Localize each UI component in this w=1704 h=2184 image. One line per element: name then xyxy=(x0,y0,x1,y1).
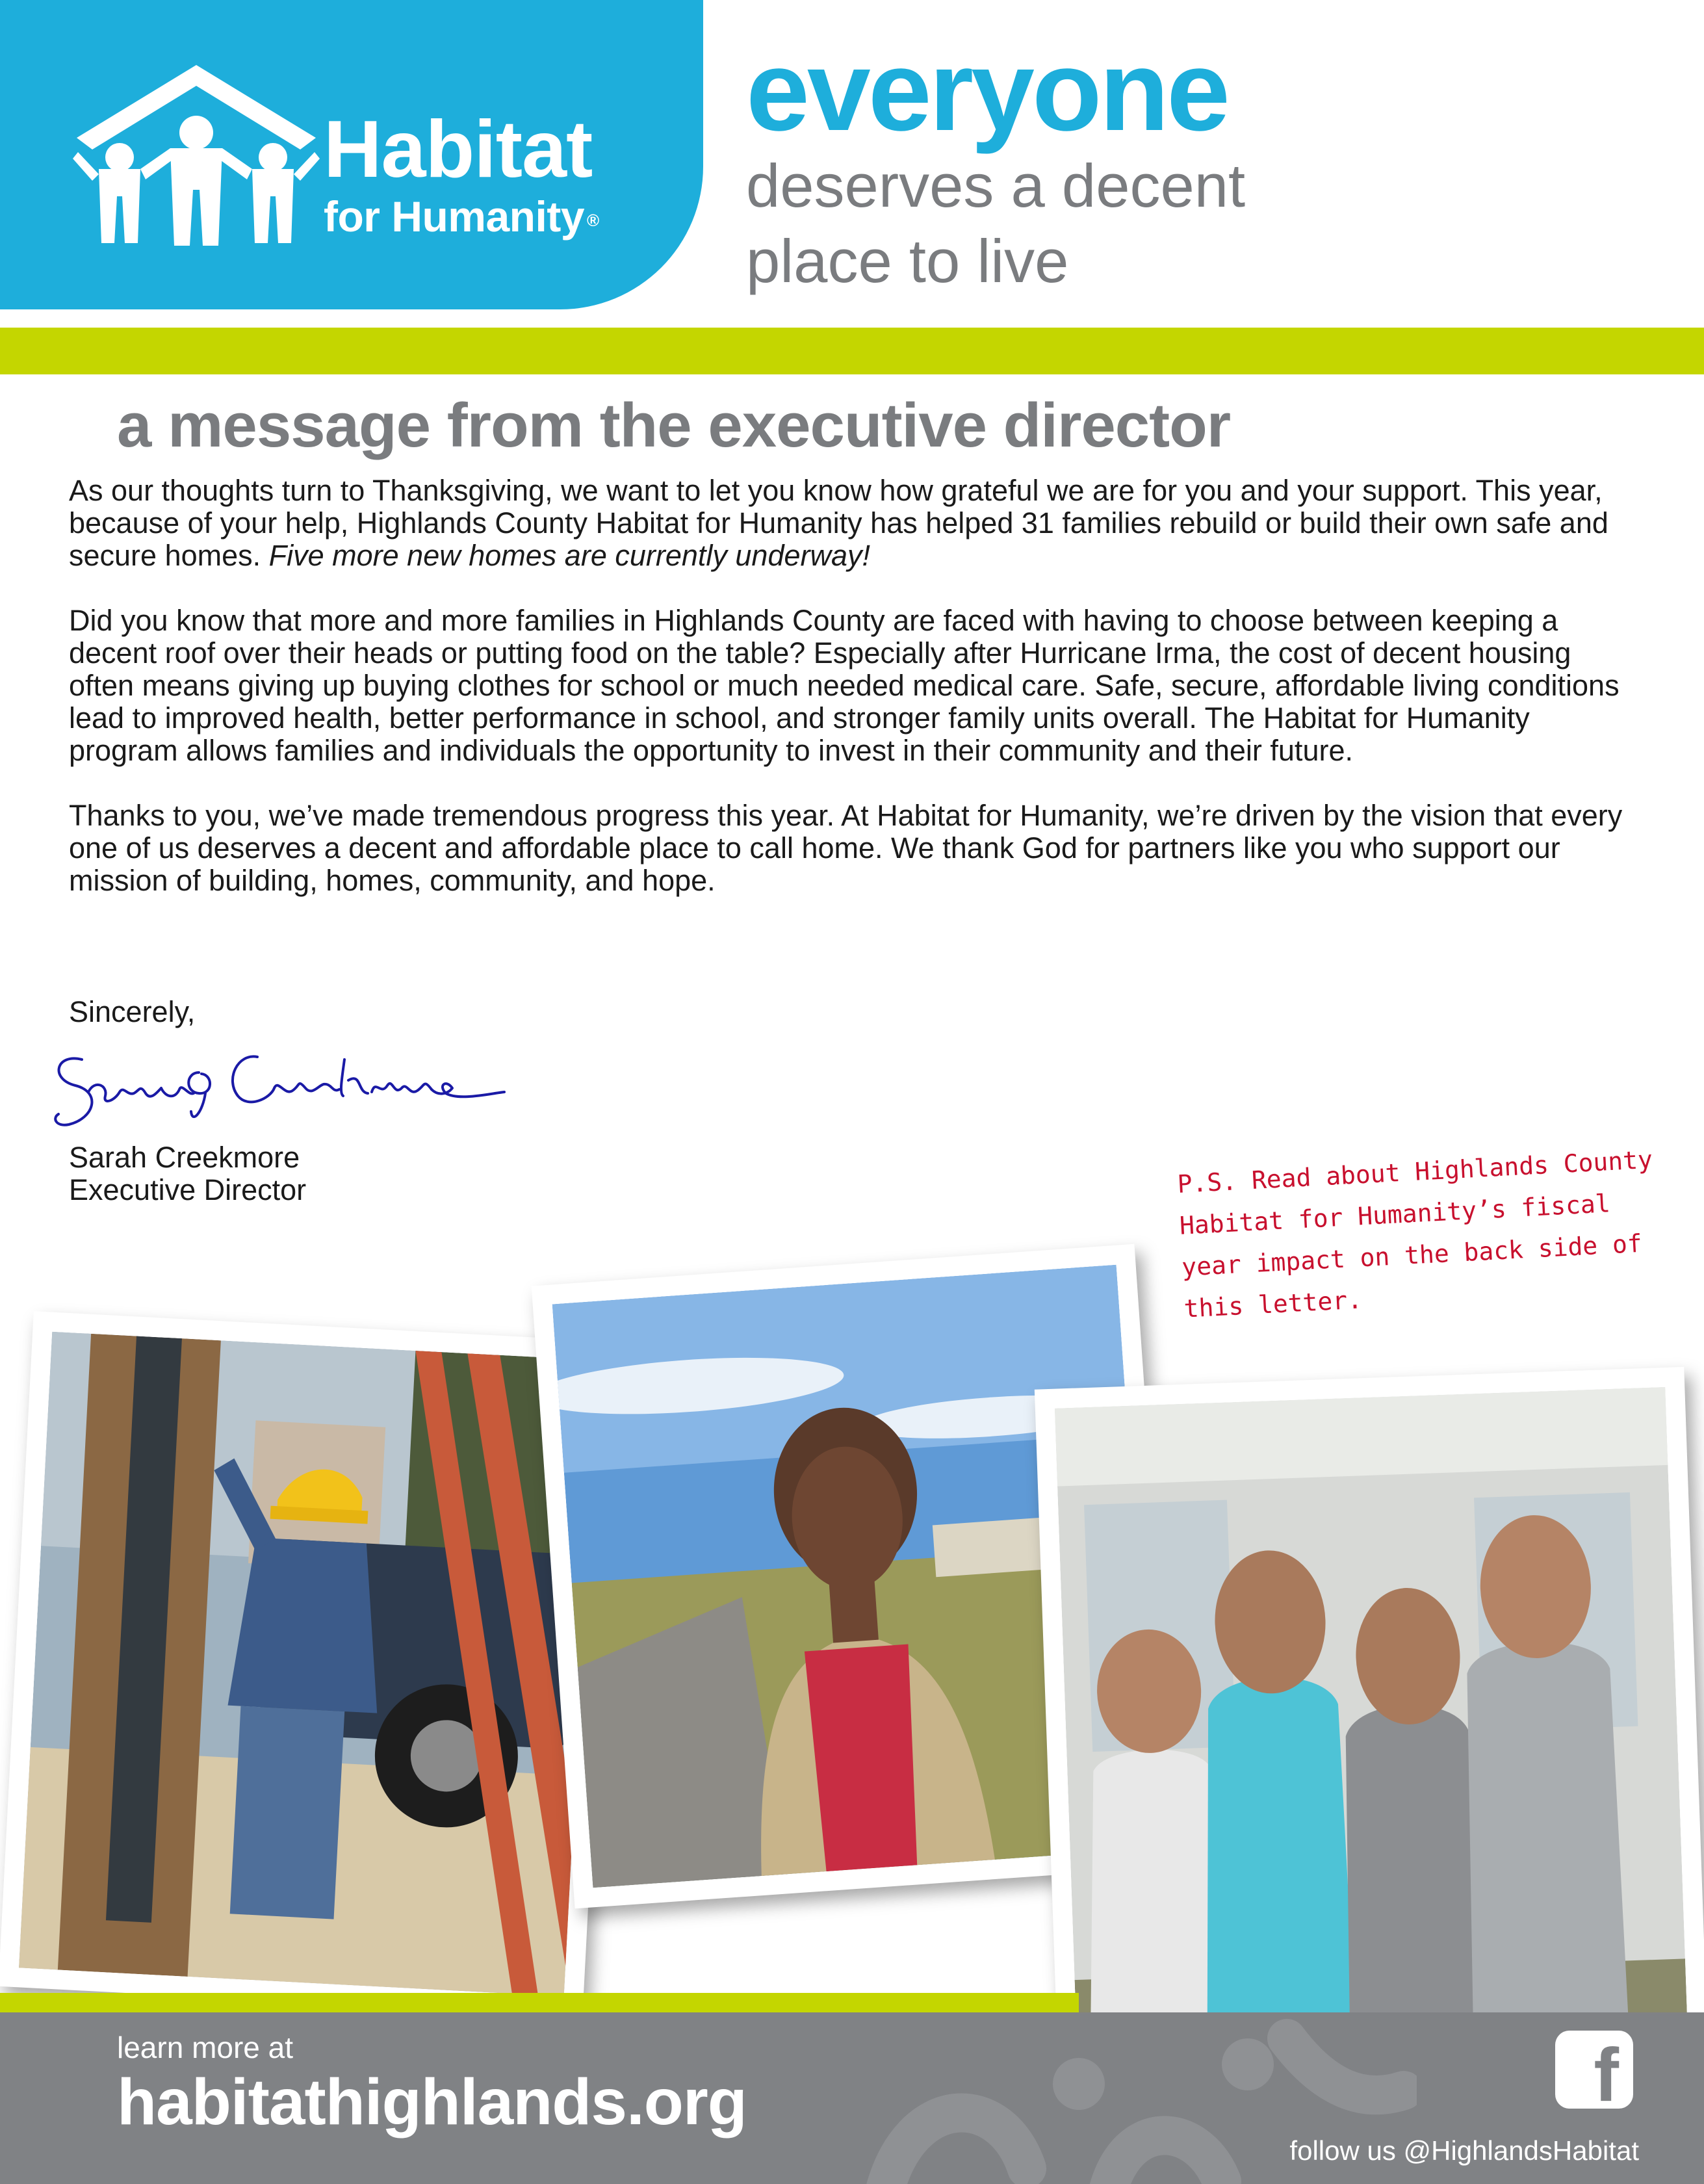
signer-title: Executive Director xyxy=(69,1173,307,1206)
facebook-glyph: f xyxy=(1594,2033,1619,2117)
letter-paragraph-3: Thanks to you, we’ve made tremendous progress this year. At Habitat for Humanity, we’re driven by the vision that every one of us deserves a decent and affordable place to call home. We thank God for partners like you who support our mission of building, homes, community, and hope. xyxy=(69,799,1623,897)
photo-family-image xyxy=(1055,1387,1688,2058)
photo-volunteer-builder-image xyxy=(19,1332,597,1997)
signer-block xyxy=(69,1141,306,1206)
logo-line-2-text: for Humanity xyxy=(324,192,585,240)
letter-paragraph-1 xyxy=(69,474,1642,572)
tagline-line-3: place to live xyxy=(746,227,1069,295)
habitat-logo-icon xyxy=(73,60,320,255)
letter-body xyxy=(69,474,1642,930)
letter-paragraph-2: Did you know that more and more families in Highlands County are faced with having to choose between keeping a decent roof over their heads or putting food on the table? Especially after Hurricane Irma, the cost of decent housing often means giving up buying clothes for school or much needed medical care. Safe, secure, affordable living conditions lead to improved health, better performance in school, and stronger family units overall. The Habitat for Humanity program allows families and individuals the opportunity to invest in their community and their future. xyxy=(69,604,1620,767)
paragraph-1-text: As our thoughts turn to Thanksgiving, we want to let you know how grateful we are for you and your support. This year, because of your help, Highlands County Habitat for Humanity has helped 31 families rebuild or build their own safe and secure homes. xyxy=(69,474,1608,572)
letter-heading: a message from the executive director xyxy=(117,391,1231,460)
header-divider-bar xyxy=(0,328,1704,374)
tagline xyxy=(746,27,1246,299)
paragraph-1-emphasis: Five more new homes are currently underway! xyxy=(268,539,871,572)
photo-family xyxy=(1035,1367,1704,2078)
logo-line-2 xyxy=(324,192,599,240)
tagline-line-2: deserves a decent xyxy=(746,151,1246,220)
facebook-icon[interactable] xyxy=(1555,2031,1633,2117)
logo-line-1: Habitat xyxy=(324,105,593,194)
signer-name: Sarah Creekmore xyxy=(69,1141,300,1174)
handwritten-signature xyxy=(43,1034,511,1144)
logo-wordmark xyxy=(324,105,599,240)
photo-volunteer-builder xyxy=(0,1311,618,2017)
postscript-note: P.S. Read about Highlands County Habitat for Humanity’s fiscal year impact on the back side of this letter. xyxy=(1176,1145,1653,1323)
social-handle: follow us @HighlandsHabitat xyxy=(1289,2135,1639,2166)
footer-accent-bar xyxy=(0,1993,1079,2012)
learn-more-label: learn more at xyxy=(117,2031,294,2064)
registered-mark: ® xyxy=(587,211,599,230)
logo-banner xyxy=(0,0,703,309)
letter-closing: Sincerely, xyxy=(69,995,196,1028)
tagline-headline: everyone xyxy=(746,27,1228,155)
website-link[interactable]: habitathighlands.org xyxy=(117,2066,747,2138)
footer xyxy=(0,2012,1704,2184)
